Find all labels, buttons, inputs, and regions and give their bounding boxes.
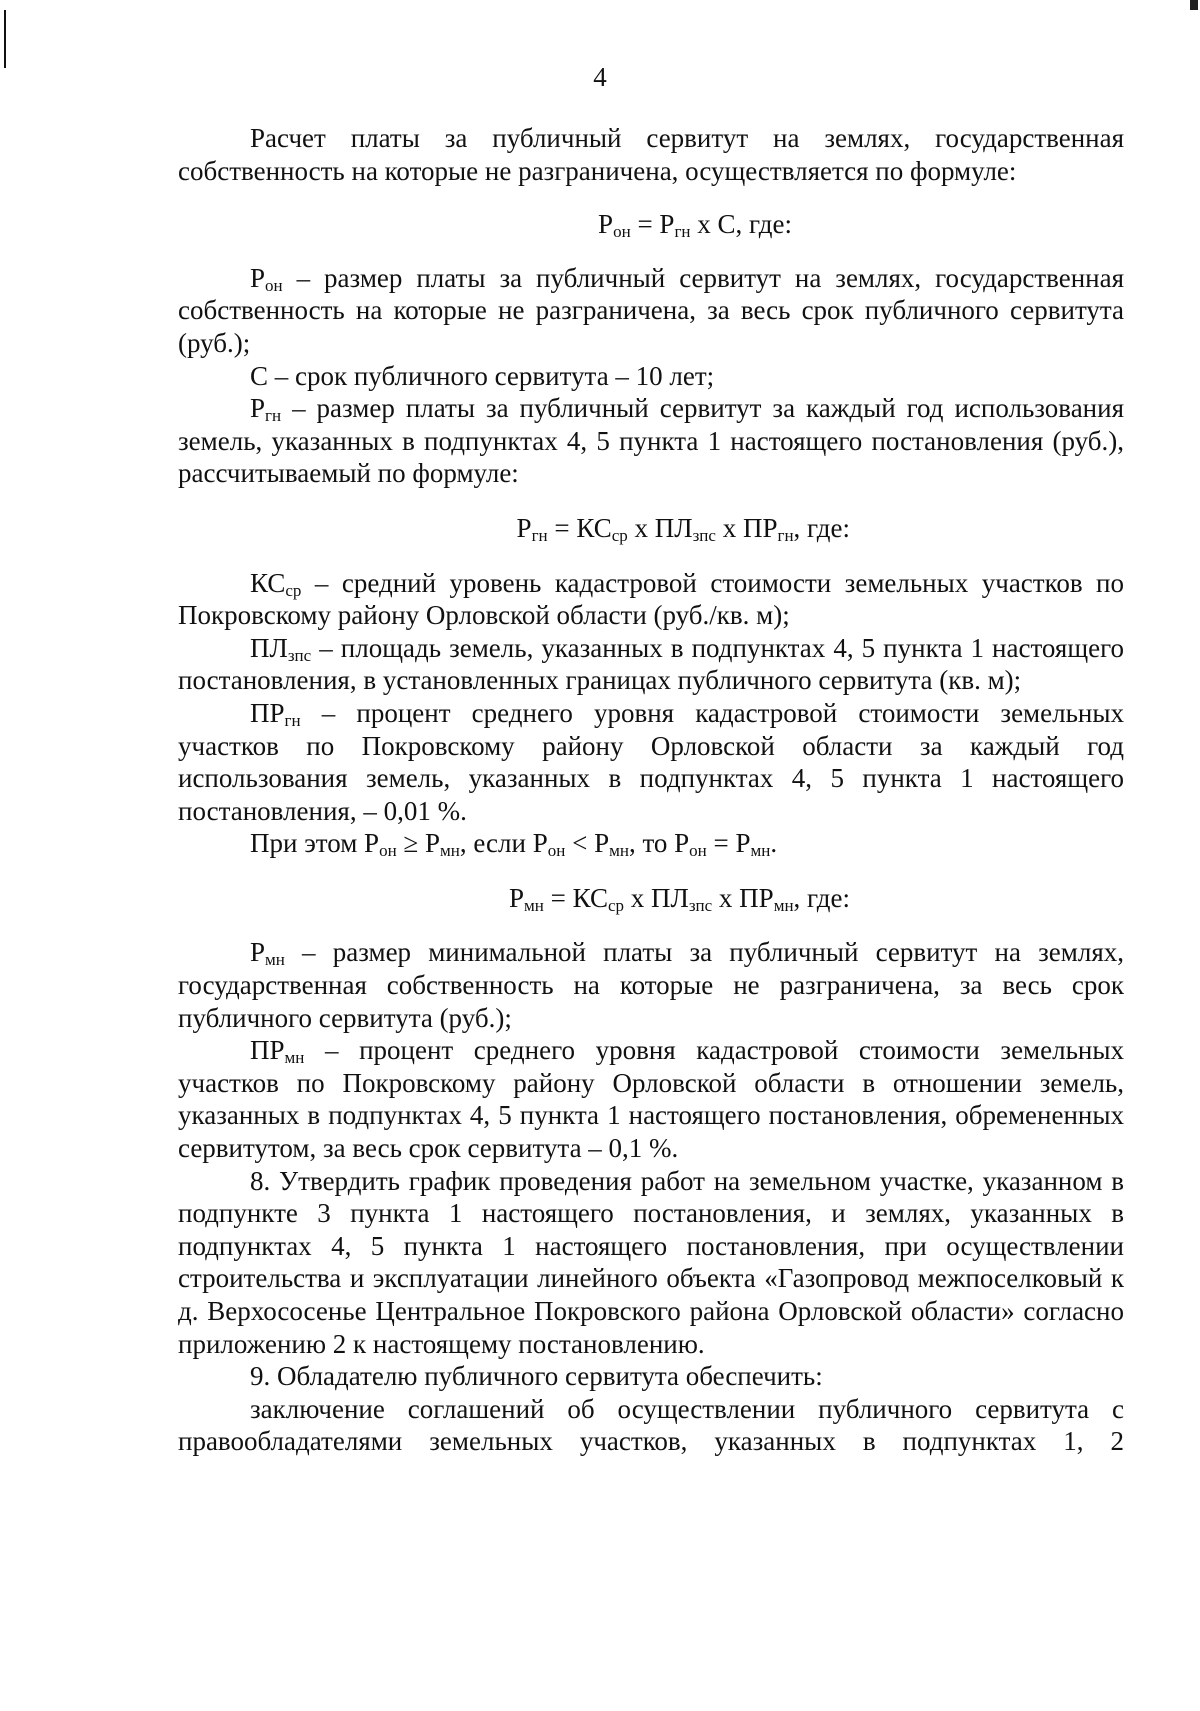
definition-pl: $ПЛ_{зпс}$ – площадь земель, указанных в подпунктах 4, 5 пункта 1 настоящего постановления, в установленных границах публичного сервитута (кв. м); [178,632,1124,696]
definition-pon: $Р_{он}$ – размер платы за публичный сервитут на землях, государственная собственность на которые не разграничена, за весь срок публичного сервитута (руб.); [178,262,1124,358]
definition-c: С – срок публичного сервитута – 10 лет; [250,360,715,391]
intro-paragraph: Расчет платы за публичный сервитут на землях, государственная собственность на которые не разграничена, осуществляется по формуле: [178,123,1124,186]
document-body [178,122,1124,1458]
formula-pon: $Р_{он} = Р_{гн}$ х С, где: [598,209,792,242]
definition-prmn: $ПР_{мн}$ – процент среднего уровня кадастровой стоимости земельных участков по Покровскому району Орловской области в отношении земель, указанных в подпунктах 4, 5 пункта 1 настоящего постановления, обремененных сервитутом, за весь срок сервитута – 0,1 %. [178,1035,1124,1164]
definition-kscp: $КС_{ср}$ – средний уровень кадастровой стоимости земельных участков по Покровскому району Орловской области (руб./кв. м); [178,567,1124,631]
item-8-paragraph: 8. Утвердить график проведения работ на земельном участке, указанном в подпункте 3 пункта 1 настоящего постановления, и землях, указанных в подпунктах 4, 5 пункта 1 настоящего постановления, при осуществлении строительства и эксплуатации линейного объекта «Газопровод межпоселковый к д. Верхососенье Центральное Покровского района Орловской области» согласно приложению 2 к настоящему постановлению. [178,1165,1124,1359]
item-9-text: заключение соглашений об осуществлении публичного сервитута с правообладателями земельных участков, указанных в подпунктах 1, 2 [178,1393,1124,1457]
scan-corner-mark [1190,0,1198,10]
definition-pmn: $Р_{мн}$ – размер минимальной платы за публичный сервитут на землях, государственная собственность на которые не разграничена, за весь срок публичного сервитута (руб.); [178,937,1124,1033]
formula-pgn: $Р_{гн} = КС_{ср}$ х $ПЛ_{зпс}$ х $ПР_{гн}$, где: [516,512,850,545]
page-number: 4 [593,62,607,92]
definition-pgn: $Р_{гн}$ – размер платы за публичный сервитут за каждый год использования земель, указанных в подпунктах 4, 5 пункта 1 настоящего постановления (руб.), рассчитываемый по формуле: [178,393,1124,489]
formula-pmn: $Р_{мн} = КС_{ср}$ х $ПЛ_{зпс}$ х $ПР_{мн}$, где: [508,882,850,915]
scan-edge-mark [4,10,6,68]
item-9-heading: 9. Обладателю публичного сервитута обеспечить: [250,1361,823,1392]
condition-line: При этом $Р_{он} \ge Р_{мн}$, если $Р_{он} < Р_{мн}$, то $Р_{он} = Р_{мн}$. [250,828,778,861]
definition-prgn: $ПР_{гн}$ – процент среднего уровня кадастровой стоимости земельных участков по Покровскому району Орловской области за каждый год использования земель, указанных в подпунктах 4, 5 пункта 1 настоящего постановления, – 0,01 %. [178,697,1124,826]
